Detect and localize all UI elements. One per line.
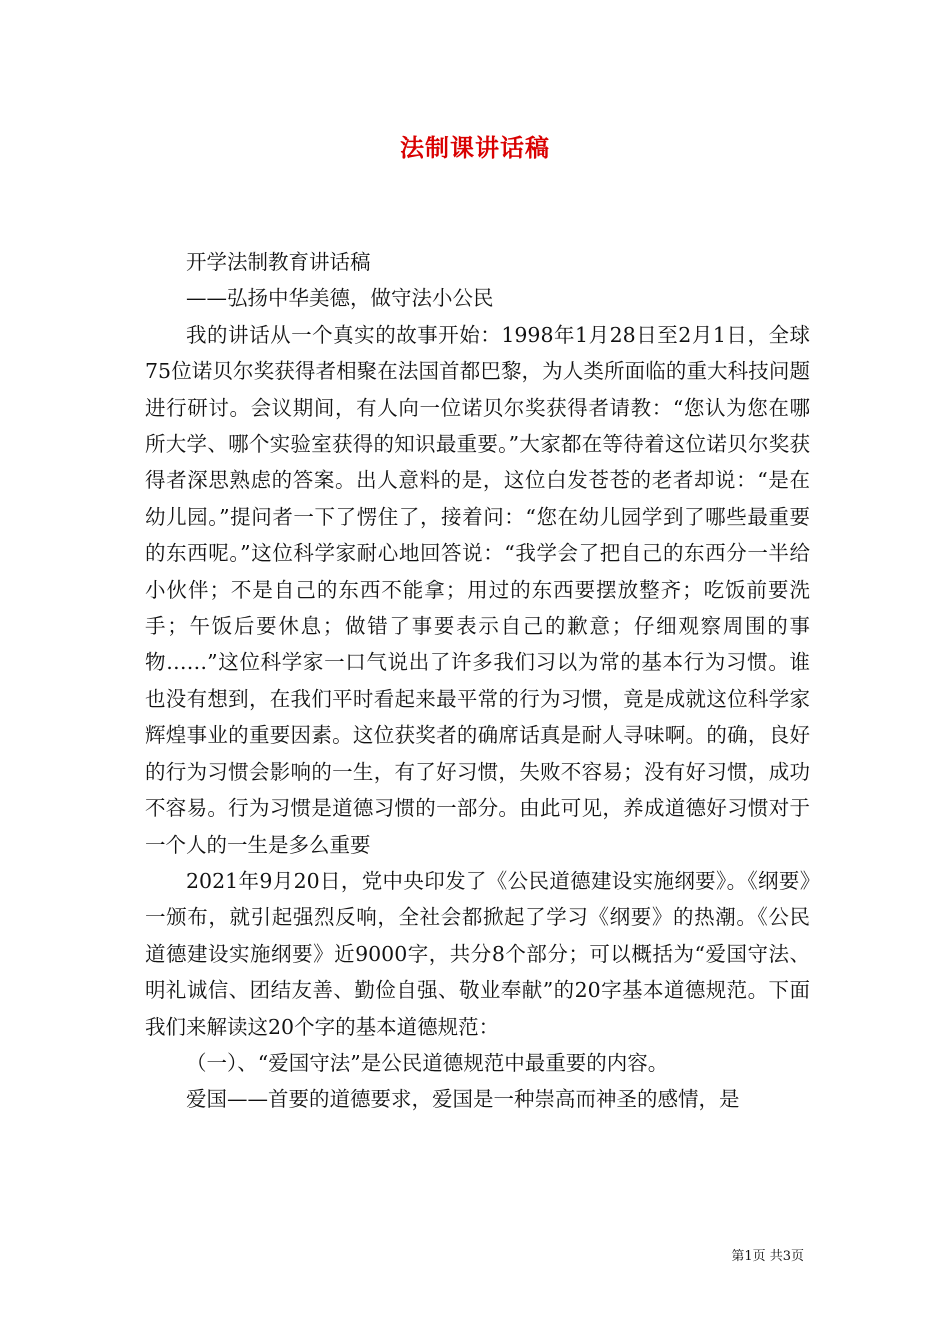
document-title: 法制课讲话稿 (400, 133, 550, 162)
page-number: 第1页 共3页 (731, 1249, 804, 1264)
body-paragraph-story: 我的讲话从一个真实的故事开始：1998年1月28日至2月1日，全球75位诺贝尔奖获得者相聚在法国首都巴黎，为人类所面临的重大科技问题进行研讨。会议期间，有人向一位诺贝尔奖获得者请教：“您认为您在哪所大学、哪个实验室获得的知识最重要。”大家都在等待着这位诺贝尔奖获得者深思熟虑的答案。出人意料的是，这位白发苍苍的老者却说：“是在幼儿园。”提问者一下了愣住了，接着问：“您在幼儿园学到了哪些最重要的东西呢。”这位科学家耐心地回答说：“我学会了把自己的东西分一半给小伙伴；不是自己的东西不能拿；用过的东西要摆放整齐；吃饭前要洗手；午饭后要休息；做错了事要表示自己的歉意；仔细观察周围的事物……”这位科学家一口气说出了许多我们习以为常的基本行为习惯。谁也没有想到，在我们平时看起来最平常的行为习惯，竟是成就这位科学家辉煌事业的重要因素。这位获奖者的确席话真是耐人寻味啊。的确，良好的行为习惯会影响的一生，有了好习惯，失败不容易；没有好习惯，成功不容易。行为习惯是道德习惯的一部分。由此可见，养成道德好习惯对于一个人的一生是多么重要 (145, 322, 810, 857)
body-paragraph-outline: 2021年9月20日，党中央印发了《公民道德建设实施纲要》。《纲要》一颁布，就引起强烈反响，全社会都掀起了学习《纲要》的热潮。《公民道德建设实施纲要》近9000字，共分8个部分；可以概括为“爱国守法、明礼诚信、团结友善、勤俭自强、敬业奉献”的20字基本道德规范。下面我们来解读这20个字的基本道德规范： (145, 868, 810, 1039)
subtitle-slogan: ——弘扬中华美德，做守法小公民 (186, 286, 494, 311)
section-heading-1: （一）、“爱国守法”是公民道德规范中最重要的内容。 (186, 1050, 669, 1075)
document-body (145, 244, 810, 1118)
subtitle-line: 开学法制教育讲话稿 (186, 250, 371, 274)
body-paragraph-patriotism: 爱国——首要的道德要求，爱国是一种崇高而神圣的感情，是 (186, 1087, 740, 1112)
